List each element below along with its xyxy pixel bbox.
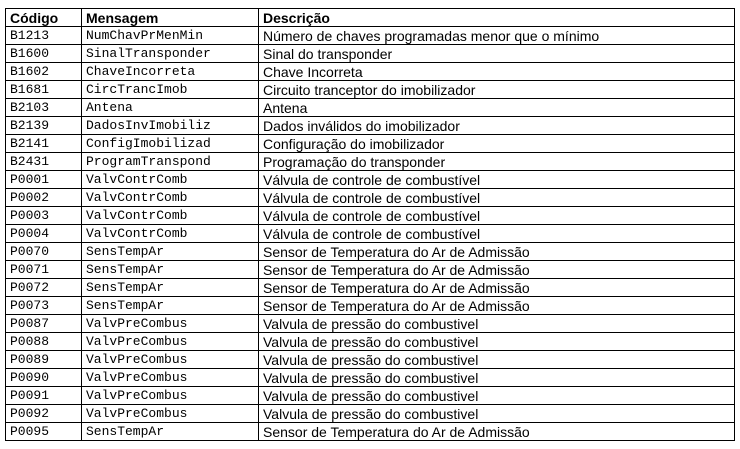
- table-row: [6, 261, 735, 279]
- cell-message: ProgramTranspond: [82, 153, 259, 171]
- table-row: [6, 369, 735, 387]
- table-row: [6, 333, 735, 351]
- cell-message: ChaveIncorreta: [82, 63, 259, 81]
- cell-description: Válvula de controle de combustível: [259, 171, 735, 189]
- table-body: [6, 27, 735, 441]
- table-row: [6, 387, 735, 405]
- table-row: [6, 99, 735, 117]
- table-row: [6, 243, 735, 261]
- cell-description: Dados inválidos do imobilizador: [259, 117, 735, 135]
- cell-code: P0073: [6, 297, 82, 315]
- table-row: [6, 171, 735, 189]
- cell-message: CircTrancImob: [82, 81, 259, 99]
- cell-description: Sensor de Temperatura do Ar de Admissão: [259, 423, 735, 441]
- cell-description: Sinal do transponder: [259, 45, 735, 63]
- cell-code: P0001: [6, 171, 82, 189]
- cell-description: Chave Incorreta: [259, 63, 735, 81]
- cell-message: NumChavPrMenMin: [82, 27, 259, 45]
- cell-code: P0002: [6, 189, 82, 207]
- table-row: [6, 225, 735, 243]
- cell-description: Sensor de Temperatura do Ar de Admissão: [259, 243, 735, 261]
- cell-code: P0087: [6, 315, 82, 333]
- cell-code: P0004: [6, 225, 82, 243]
- cell-message: ValvPreCombus: [82, 351, 259, 369]
- table-row: [6, 117, 735, 135]
- header-code: Código: [6, 9, 82, 27]
- cell-message: ConfigImobilizad: [82, 135, 259, 153]
- cell-description: Circuito tranceptor do imobilizador: [259, 81, 735, 99]
- cell-code: P0070: [6, 243, 82, 261]
- cell-message: SinalTransponder: [82, 45, 259, 63]
- cell-description: Programação do transponder: [259, 153, 735, 171]
- cell-description: Valvula de pressão do combustivel: [259, 405, 735, 423]
- table-row: [6, 81, 735, 99]
- header-description: Descrição: [259, 9, 735, 27]
- cell-message: Antena: [82, 99, 259, 117]
- cell-description: Valvula de pressão do combustivel: [259, 387, 735, 405]
- cell-code: P0092: [6, 405, 82, 423]
- cell-code: B1602: [6, 63, 82, 81]
- table-row: [6, 351, 735, 369]
- cell-message: SensTempAr: [82, 423, 259, 441]
- cell-code: P0071: [6, 261, 82, 279]
- table-row: [6, 45, 735, 63]
- cell-code: P0003: [6, 207, 82, 225]
- table-row: [6, 207, 735, 225]
- cell-description: Número de chaves programadas menor que o mínimo: [259, 27, 735, 45]
- cell-message: SensTempAr: [82, 261, 259, 279]
- cell-description: Válvula de controle de combustível: [259, 189, 735, 207]
- cell-code: P0089: [6, 351, 82, 369]
- cell-description: Sensor de Temperatura do Ar de Admissão: [259, 297, 735, 315]
- table-row: [6, 63, 735, 81]
- cell-description: Sensor de Temperatura do Ar de Admissão: [259, 279, 735, 297]
- cell-message: ValvPreCombus: [82, 387, 259, 405]
- table-row: [6, 135, 735, 153]
- table-header-row: [6, 9, 735, 27]
- cell-description: Valvula de pressão do combustivel: [259, 351, 735, 369]
- cell-message: ValvPreCombus: [82, 405, 259, 423]
- cell-message: SensTempAr: [82, 279, 259, 297]
- header-message: Mensagem: [82, 9, 259, 27]
- cell-message: ValvContrComb: [82, 207, 259, 225]
- cell-message: ValvContrComb: [82, 225, 259, 243]
- cell-description: Sensor de Temperatura do Ar de Admissão: [259, 261, 735, 279]
- cell-code: B1600: [6, 45, 82, 63]
- cell-message: ValvPreCombus: [82, 369, 259, 387]
- cell-description: Configuração do imobilizador: [259, 135, 735, 153]
- cell-description: Valvula de pressão do combustivel: [259, 315, 735, 333]
- cell-code: B2141: [6, 135, 82, 153]
- table-row: [6, 279, 735, 297]
- table-row: [6, 405, 735, 423]
- cell-description: Valvula de pressão do combustivel: [259, 333, 735, 351]
- cell-code: B1681: [6, 81, 82, 99]
- table-row: [6, 189, 735, 207]
- cell-message: DadosInvImobiliz: [82, 117, 259, 135]
- cell-message: SensTempAr: [82, 297, 259, 315]
- cell-description: Válvula de controle de combustível: [259, 207, 735, 225]
- error-codes-table: [5, 8, 735, 441]
- cell-message: ValvContrComb: [82, 189, 259, 207]
- cell-description: Antena: [259, 99, 735, 117]
- cell-description: Valvula de pressão do combustivel: [259, 369, 735, 387]
- cell-code: P0091: [6, 387, 82, 405]
- cell-code: B1213: [6, 27, 82, 45]
- cell-code: P0090: [6, 369, 82, 387]
- cell-code: P0088: [6, 333, 82, 351]
- table-row: [6, 297, 735, 315]
- cell-message: SensTempAr: [82, 243, 259, 261]
- table-row: [6, 27, 735, 45]
- cell-description: Válvula de controle de combustível: [259, 225, 735, 243]
- table-row: [6, 423, 735, 441]
- cell-code: P0095: [6, 423, 82, 441]
- cell-code: B2103: [6, 99, 82, 117]
- cell-code: P0072: [6, 279, 82, 297]
- cell-message: ValvPreCombus: [82, 315, 259, 333]
- table-row: [6, 153, 735, 171]
- table-row: [6, 315, 735, 333]
- cell-code: B2431: [6, 153, 82, 171]
- cell-message: ValvPreCombus: [82, 333, 259, 351]
- cell-code: B2139: [6, 117, 82, 135]
- cell-message: ValvContrComb: [82, 171, 259, 189]
